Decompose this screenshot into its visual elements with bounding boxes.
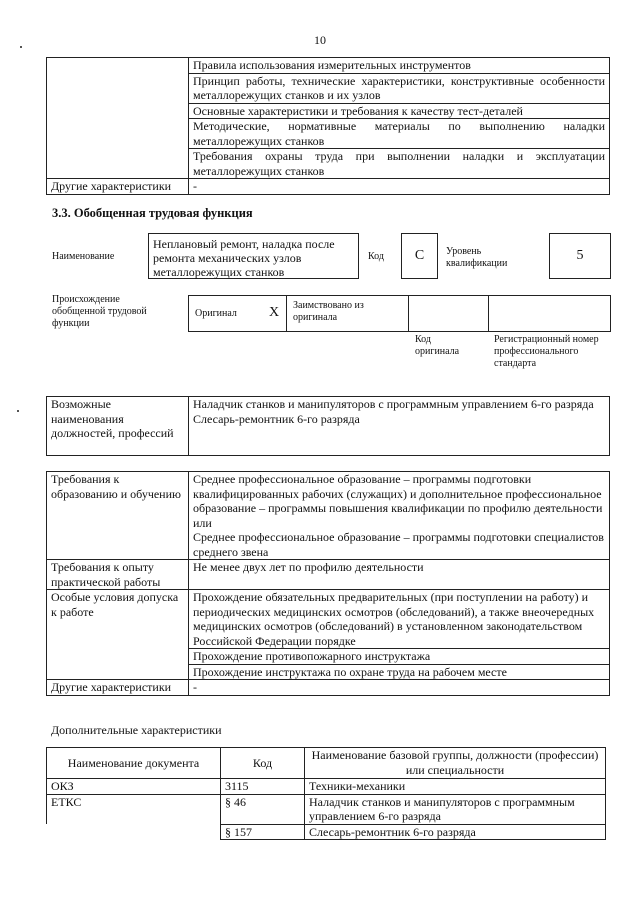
special-condition: Прохождение противопожарного инструктажа [189, 649, 610, 665]
table-cell: ЕТКС [47, 794, 221, 824]
page-number: 10 [314, 33, 326, 47]
position-item: Слесарь-ремонтник 6-го разряда [193, 411, 360, 426]
additional-table [46, 747, 606, 840]
name-label: Наименование [52, 251, 115, 262]
table-row [47, 103, 610, 119]
other-characteristics-value: - [189, 680, 610, 696]
origin-label: Происхождение обобщенной трудовой функции [52, 294, 147, 329]
column-header: Наименование базовой группы, должности (профессии) или специальности [305, 748, 606, 779]
other-characteristics-label: Другие характеристики [47, 179, 189, 195]
table-row [47, 779, 606, 795]
table-header-row [47, 748, 606, 779]
experience-value: Не менее двух лет по профилю деятельности [189, 560, 610, 590]
divider [488, 295, 489, 332]
table-row [47, 472, 610, 560]
other-characteristics-value: - [189, 179, 610, 195]
table-row [47, 680, 610, 696]
original-code-caption: Код оригинала [415, 334, 460, 357]
table-cell: 3115 [221, 779, 305, 795]
experience-label: Требования к опыту практической работы [47, 560, 189, 590]
special-conditions-label: Особые условия допуска к работе [47, 590, 189, 680]
column-header: Код [221, 748, 305, 779]
table-row [47, 560, 610, 590]
original-mark: X [269, 305, 280, 320]
table-row [47, 58, 610, 74]
function-code-box: C [401, 233, 438, 279]
positions-label: Возможные наименования должностей, профессий [47, 397, 189, 456]
column-header: Наименование документа [47, 748, 221, 779]
borrowed-label: Заимствовано из оригинала [293, 300, 364, 323]
table-row [47, 590, 610, 649]
section-title: 3.3. Обобщенная трудовая функция [52, 206, 253, 220]
scan-speck [17, 410, 19, 412]
positions-value [189, 397, 610, 456]
table-row [47, 149, 610, 179]
original-label: Оригинал [195, 308, 237, 319]
table-cell [47, 824, 221, 840]
education-text-2: Среднее профессиональное образование – программы подготовки специалистов среднего звена [193, 530, 604, 559]
requirements-table [46, 471, 610, 696]
position-item: Наладчик станков и манипуляторов с программным управлением 6-го разряда [193, 397, 594, 411]
scan-speck [20, 46, 22, 48]
table-row [47, 73, 610, 103]
knowledge-item: Правила использования измерительных инструментов [189, 58, 610, 74]
table-row [47, 179, 610, 195]
qualification-level-box: 5 [549, 233, 611, 279]
table-row [47, 824, 606, 840]
table-cell: § 157 [221, 824, 305, 840]
education-or: или [193, 515, 212, 530]
divider [286, 295, 287, 332]
education-value [189, 472, 610, 560]
education-label: Требования к образованию и обучению [47, 472, 189, 560]
function-name-box: Неплановый ремонт, наладка после ремонта механических узлов металлорежущих станков [148, 233, 359, 279]
table-cell: ОКЗ [47, 779, 221, 795]
knowledge-item: Принцип работы, технические характеристики, конструктивные особенности металлорежущих станков и их узлов [189, 73, 610, 103]
divider [408, 295, 409, 332]
other-characteristics-label: Другие характеристики [47, 680, 189, 696]
registration-number-caption: Регистрационный номер профессионального стандарта [494, 334, 599, 369]
additional-heading: Дополнительные характеристики [51, 723, 222, 737]
table-row [47, 794, 606, 824]
knowledge-item: Основные характеристики и требования к качеству тест-деталей [189, 103, 610, 119]
knowledge-item: Требования охраны труда при выполнении наладки и эксплуатации металлорежущих станков [189, 149, 610, 179]
code-label: Код [368, 251, 384, 262]
education-text: Среднее профессиональное образование – программы подготовки квалифицированных рабочих (служащих) и дополнительное профессиональное образование – программы повышения квалификации по профилю деятельности [193, 472, 603, 515]
special-condition: Прохождение инструктажа по охране труда на рабочем месте [189, 664, 610, 680]
table-cell: Техники-механики [305, 779, 606, 795]
table-cell: Слесарь-ремонтник 6-го разряда [305, 824, 606, 840]
table-cell: Наладчик станков и манипуляторов с программным управлением 6-го разряда [305, 794, 606, 824]
level-label: Уровень квалификации [446, 246, 508, 269]
knowledge-table [46, 57, 610, 195]
positions-table [46, 396, 610, 456]
table-row [47, 119, 610, 149]
origin-box [188, 295, 611, 332]
table-cell: § 46 [221, 794, 305, 824]
table-row [47, 397, 610, 456]
special-condition: Прохождение обязательных предварительных (при поступлении на работу) и периодических медицинских осмотров (обследований), а также внеочередных медицинских осмотров (обследований) в установленном законодательством Российской Федерации порядке [189, 590, 610, 649]
knowledge-item: Методические, нормативные материалы по выполнению наладки металлорежущих станков [189, 119, 610, 149]
